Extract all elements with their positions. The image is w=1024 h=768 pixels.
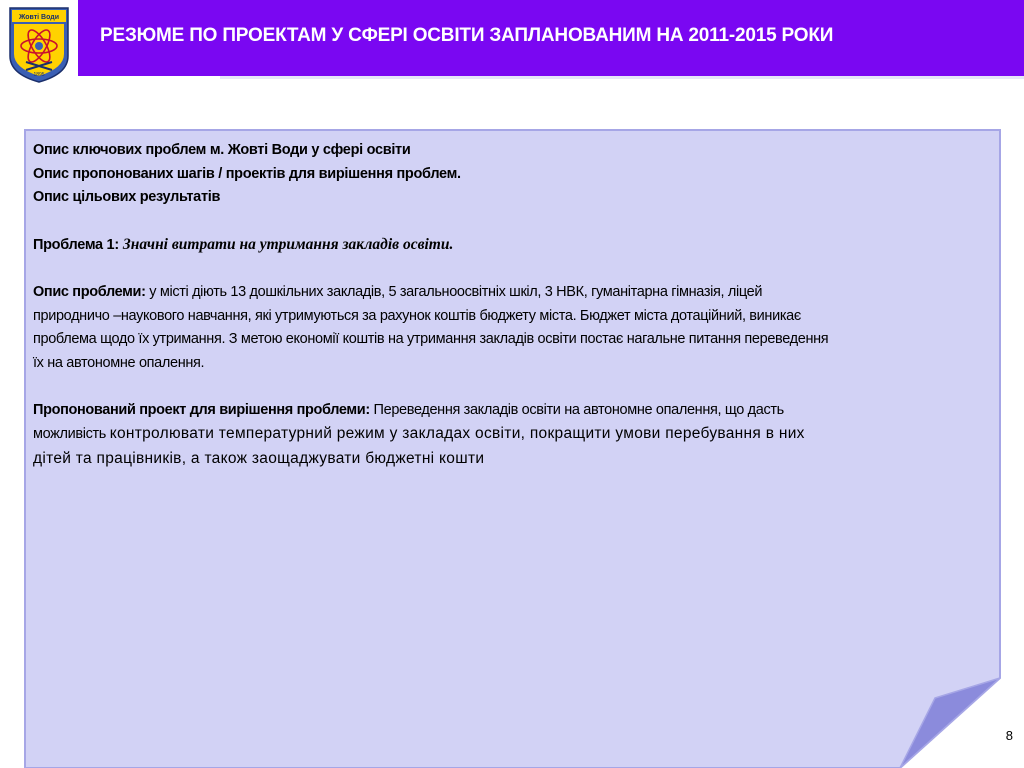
description-text-1: у місті діють 13 дошкільних закладів, 5 загальноосвітніх шкіл, 3 НВК, гуманітарна гімназія, ліцей — [145, 284, 763, 300]
description-label: Опис проблеми: — [33, 284, 146, 300]
description-line-3: проблема щодо їх утримання. З метою економії коштів на утримання закладів освіти постає нагальне питання переведення — [33, 331, 829, 347]
logo-text: Жовті Води — [18, 14, 60, 21]
description-line-4: їх на автономне опалення. — [33, 354, 205, 371]
proposal-line-1 — [33, 399, 993, 423]
proposal-label: Пропонований проект для вирішення проблеми: — [33, 401, 370, 418]
proposal-text-2a: можливість — [33, 426, 110, 442]
intro-line-1: Опис ключових проблем м. Жовті Води у сфері освіти — [33, 142, 411, 158]
problem-label: Проблема 1: — [33, 237, 119, 253]
proposal-line-3: дітей та працівників, а також заощаджувати бюджетні кошти — [33, 449, 485, 467]
content-text — [33, 139, 993, 470]
problem-title: Значні витрати на утримання закладів освіти. — [122, 236, 454, 253]
description-line-1 — [33, 281, 993, 305]
page-title: РЕЗЮМЕ ПО ПРОЕКТАМ У СФЕРІ ОСВІТИ ЗАПЛАНОВАНИМ НА 2011-2015 РОКИ — [100, 25, 834, 46]
description-line-2: природничо –наукового навчання, які утримуються за рахунок коштів бюджету міста. Бюджет міста дотаційний, виникає — [33, 307, 801, 324]
page-number: 8 — [1005, 728, 1013, 743]
intro-line-2: Опис пропонованих шагів / проектів для вирішення проблем. — [33, 165, 461, 182]
logo-year: 1895 — [33, 72, 45, 78]
proposal-line-2 — [33, 422, 993, 447]
proposal-text-2b: контролювати температурний режим у закладах освіти, покращити умови перебування в них — [109, 425, 805, 442]
intro-line-3: Опис цільових результатів — [33, 189, 221, 205]
proposal-text-1: Переведення закладів освіти на автономне опалення, що дасть — [369, 401, 784, 418]
problem-heading — [33, 233, 993, 258]
